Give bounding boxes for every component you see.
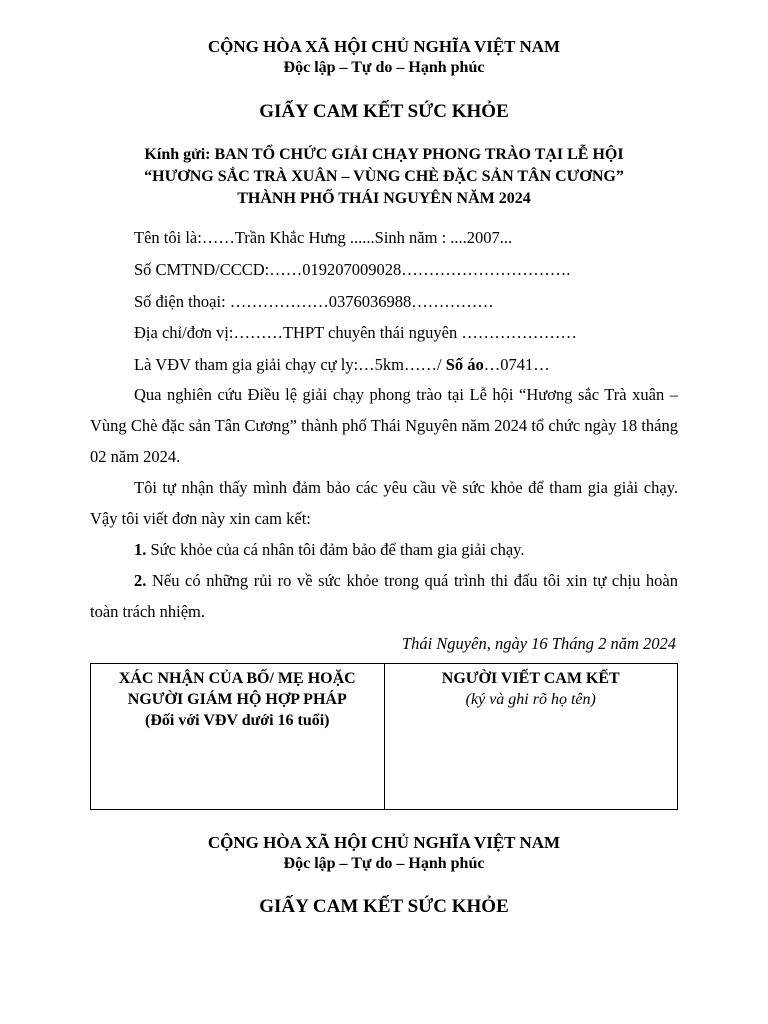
address-field: Địa chỉ/đơn vị:………THPT chuyên thái nguyên ………………… (134, 323, 577, 342)
item-2-number: 2. (134, 571, 147, 590)
guardian-heading-2: NGƯỜI GIÁM HỘ HỢP PHÁP (127, 691, 347, 708)
signer-heading: NGƯỜI VIẾT CAM KẾT (441, 670, 620, 687)
bib-value: …0741… (483, 355, 550, 374)
athlete-distance: Là VĐV tham gia giải chạy cự ly:…5km……/ (134, 355, 446, 374)
guardian-heading-1: XÁC NHẬN CỦA BỐ/ MẸ HOẶC (118, 670, 356, 687)
phone-field: Số điện thoại: ………………0376036988…………… (134, 292, 494, 311)
athlete-field (134, 355, 550, 375)
recipient-line-2: “HƯƠNG SẮC TRÀ XUÂN – VÙNG CHÈ ĐẶC SẢN TÂN CƯƠNG” (144, 168, 624, 185)
id-field: Số CMTND/CCCD:……019207009028…………………………. (134, 260, 571, 279)
recipient-line-1: Kính gửi: BAN TỔ CHỨC GIẢI CHẠY PHONG TRÀO TẠI LỄ HỘI (144, 146, 624, 163)
guardian-heading-3: (Đối với VĐV dưới 16 tuổi) (144, 712, 330, 729)
nation-header: CỘNG HÒA XÃ HỘI CHỦ NGHĨA VIỆT NAM (207, 37, 561, 56)
guardian-confirmation-cell (91, 664, 384, 809)
recipient-line-3: THÀNH PHỐ THÁI NGUYÊN NĂM 2024 (237, 190, 531, 207)
second-document-title: GIẤY CAM KẾT SỨC KHỎE (259, 896, 509, 917)
name-field: Tên tôi là:……Trần Khắc Hưng ......Sinh năm : ....2007... (134, 228, 513, 247)
signer-cell (384, 664, 678, 809)
commitment-item-1 (90, 534, 678, 565)
motto: Độc lập – Tự do – Hạnh phúc (283, 59, 485, 76)
paragraph-commitment: Tôi tự nhận thấy mình đảm bảo các yêu cầu về sức khỏe để tham gia giải chạy. Vậy tôi viết đơn này xin cam kết: (90, 478, 678, 528)
item-1-text: Sức khỏe của cá nhân tôi đảm bảo để tham gia giải chạy. (146, 540, 525, 559)
second-nation-header: CỘNG HÒA XÃ HỘI CHỦ NGHĨA VIỆT NAM (207, 833, 561, 852)
bib-label: Số áo (445, 355, 484, 374)
paragraph-regulation: Qua nghiên cứu Điều lệ giải chạy phong trào tại Lễ hội “Hương sắc Trà xuân – Vùng Chè đặc sản Tân Cương” thành phố Thái Nguyên năm 2024 tổ chức ngày 18 tháng 02 năm 2024. (90, 385, 678, 466)
second-motto: Độc lập – Tự do – Hạnh phúc (283, 855, 485, 872)
signature-table (90, 663, 678, 810)
item-1-number: 1. (134, 540, 147, 559)
commitment-item-2 (90, 565, 678, 627)
item-2-text: Nếu có những rủi ro về sức khỏe trong quá trình thi đấu tôi xin tự chịu hoàn toàn trách nhiệm. (90, 571, 678, 621)
document-title: GIẤY CAM KẾT SỨC KHỎE (259, 101, 509, 122)
date-line: Thái Nguyên, ngày 16 Tháng 2 năm 2024 (401, 634, 676, 653)
signer-note: (ký và ghi rõ họ tên) (465, 691, 596, 708)
